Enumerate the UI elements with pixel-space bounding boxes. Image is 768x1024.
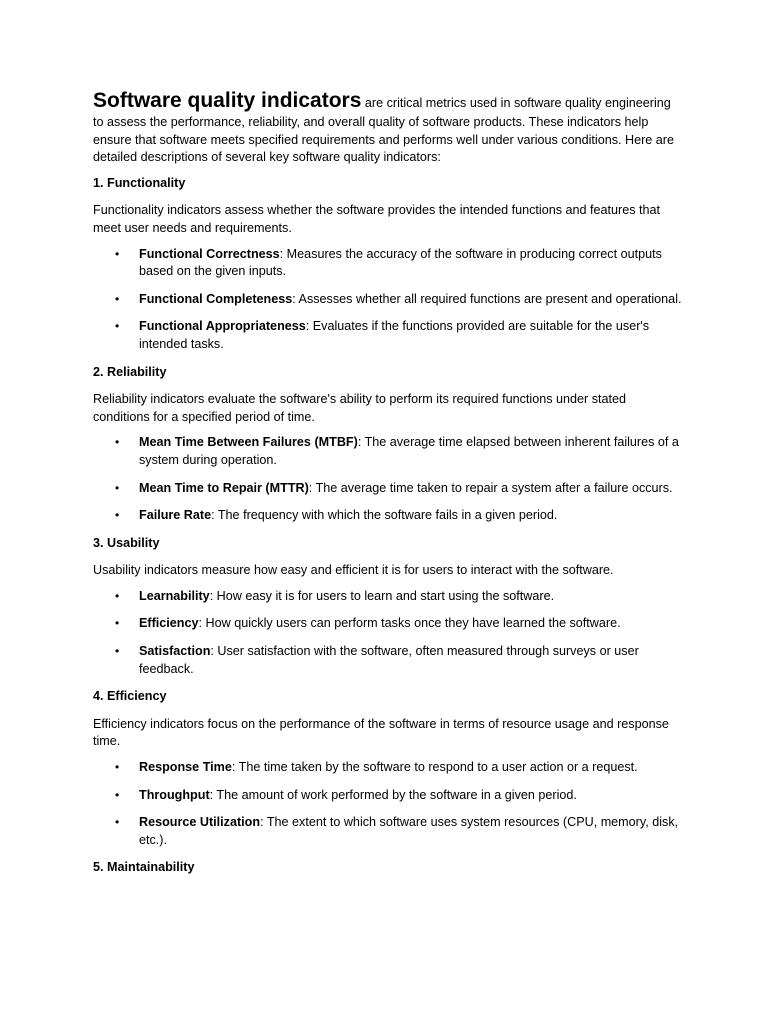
list-item bbox=[93, 434, 683, 469]
section-description: Usability indicators measure how easy and efficient it is for users to interact with the software. bbox=[93, 563, 614, 578]
item-term: Mean Time to Repair (MTTR) bbox=[139, 480, 309, 495]
bullet-icon: • bbox=[115, 644, 120, 659]
bullet-icon: • bbox=[115, 787, 120, 802]
bullet-list bbox=[93, 246, 683, 354]
item-text: : The average time taken to repair a system after a failure occurs. bbox=[308, 480, 673, 495]
bullet-list bbox=[93, 434, 683, 524]
section-efficiency bbox=[93, 688, 683, 849]
bullet-icon: • bbox=[115, 815, 120, 830]
item-text: : The time taken by the software to respond to a user action or a request. bbox=[231, 760, 638, 775]
item-term: Failure Rate bbox=[139, 508, 212, 523]
item-term: Resource Utilization bbox=[139, 815, 261, 830]
bullet-list bbox=[93, 759, 683, 849]
bullet-icon: • bbox=[115, 246, 120, 261]
section-heading: 2. Reliability bbox=[93, 364, 167, 379]
section-description: Efficiency indicators focus on the performance of the software in terms of resource usage and response time. bbox=[93, 716, 669, 749]
item-text: : The amount of work performed by the software in a given period. bbox=[209, 787, 577, 802]
bullet-icon: • bbox=[115, 291, 120, 306]
item-text: : The extent to which software uses system resources (CPU, memory, disk, etc.). bbox=[139, 815, 679, 847]
intro-text: are critical metrics used in software quality engineering to assess the performance, reliability, and overall quality of software products. These indicators help ensure that software meets specified requirements and performs well under various conditions. Here are detailed descriptions of several key software quality indicators: bbox=[93, 96, 674, 165]
item-text: : How quickly users can perform tasks once they have learned the software. bbox=[198, 616, 621, 631]
bullet-icon: • bbox=[115, 508, 120, 523]
section-functionality bbox=[93, 175, 683, 354]
bullet-icon: • bbox=[115, 480, 120, 495]
list-item bbox=[93, 759, 683, 777]
item-text: : Measures the accuracy of the software in producing correct outputs based on the given inputs. bbox=[139, 246, 662, 279]
item-text: : The frequency with which the software fails in a given period. bbox=[211, 508, 558, 523]
intro-paragraph bbox=[93, 88, 683, 167]
item-term: Satisfaction bbox=[139, 644, 211, 659]
list-item bbox=[93, 588, 683, 606]
bullet-icon: • bbox=[115, 616, 120, 631]
document-page bbox=[93, 88, 683, 887]
item-term: Learnability bbox=[139, 588, 210, 603]
bullet-icon: • bbox=[115, 435, 120, 450]
list-item bbox=[93, 814, 683, 849]
bullet-icon: • bbox=[115, 319, 120, 334]
list-item bbox=[93, 507, 683, 525]
list-item bbox=[93, 643, 683, 678]
document-title: Software quality indicators bbox=[93, 89, 362, 112]
item-term: Functional Completeness bbox=[139, 291, 293, 306]
list-item bbox=[93, 615, 683, 633]
list-item bbox=[93, 787, 683, 805]
item-term: Response Time bbox=[139, 760, 232, 775]
bullet-icon: • bbox=[115, 760, 120, 775]
item-text: : Assesses whether all required functions are present and operational. bbox=[292, 291, 682, 306]
section-heading: 5. Maintainability bbox=[93, 860, 195, 875]
item-term: Functional Appropriateness bbox=[139, 319, 306, 334]
list-item bbox=[93, 246, 683, 281]
list-item bbox=[93, 318, 683, 353]
item-term: Efficiency bbox=[139, 616, 199, 631]
section-heading: 3. Usability bbox=[93, 535, 160, 550]
section-reliability bbox=[93, 364, 683, 525]
item-term: Throughput bbox=[139, 787, 210, 802]
section-heading: 4. Efficiency bbox=[93, 689, 167, 704]
section-usability bbox=[93, 535, 683, 679]
section-maintainability bbox=[93, 859, 683, 877]
item-term: Mean Time Between Failures (MTBF) bbox=[139, 435, 358, 450]
item-text: : How easy it is for users to learn and start using the software. bbox=[209, 588, 555, 603]
item-term: Functional Correctness bbox=[139, 246, 280, 261]
section-description: Reliability indicators evaluate the software's ability to perform its required functions under stated conditions for a specified period of time. bbox=[93, 392, 627, 424]
item-text: : User satisfaction with the software, often measured through surveys or user feedback. bbox=[139, 644, 639, 676]
item-text: : Evaluates if the functions provided are suitable for the user's intended tasks. bbox=[139, 319, 650, 351]
list-item bbox=[93, 480, 683, 498]
list-item bbox=[93, 291, 683, 309]
section-description: Functionality indicators assess whether the software provides the intended functions and features that meet user needs and requirements. bbox=[93, 203, 661, 235]
bullet-list bbox=[93, 588, 683, 678]
bullet-icon: • bbox=[115, 588, 120, 603]
section-heading: 1. Functionality bbox=[93, 175, 186, 190]
item-text: : The average time elapsed between inherent failures of a system during operation. bbox=[139, 435, 679, 467]
